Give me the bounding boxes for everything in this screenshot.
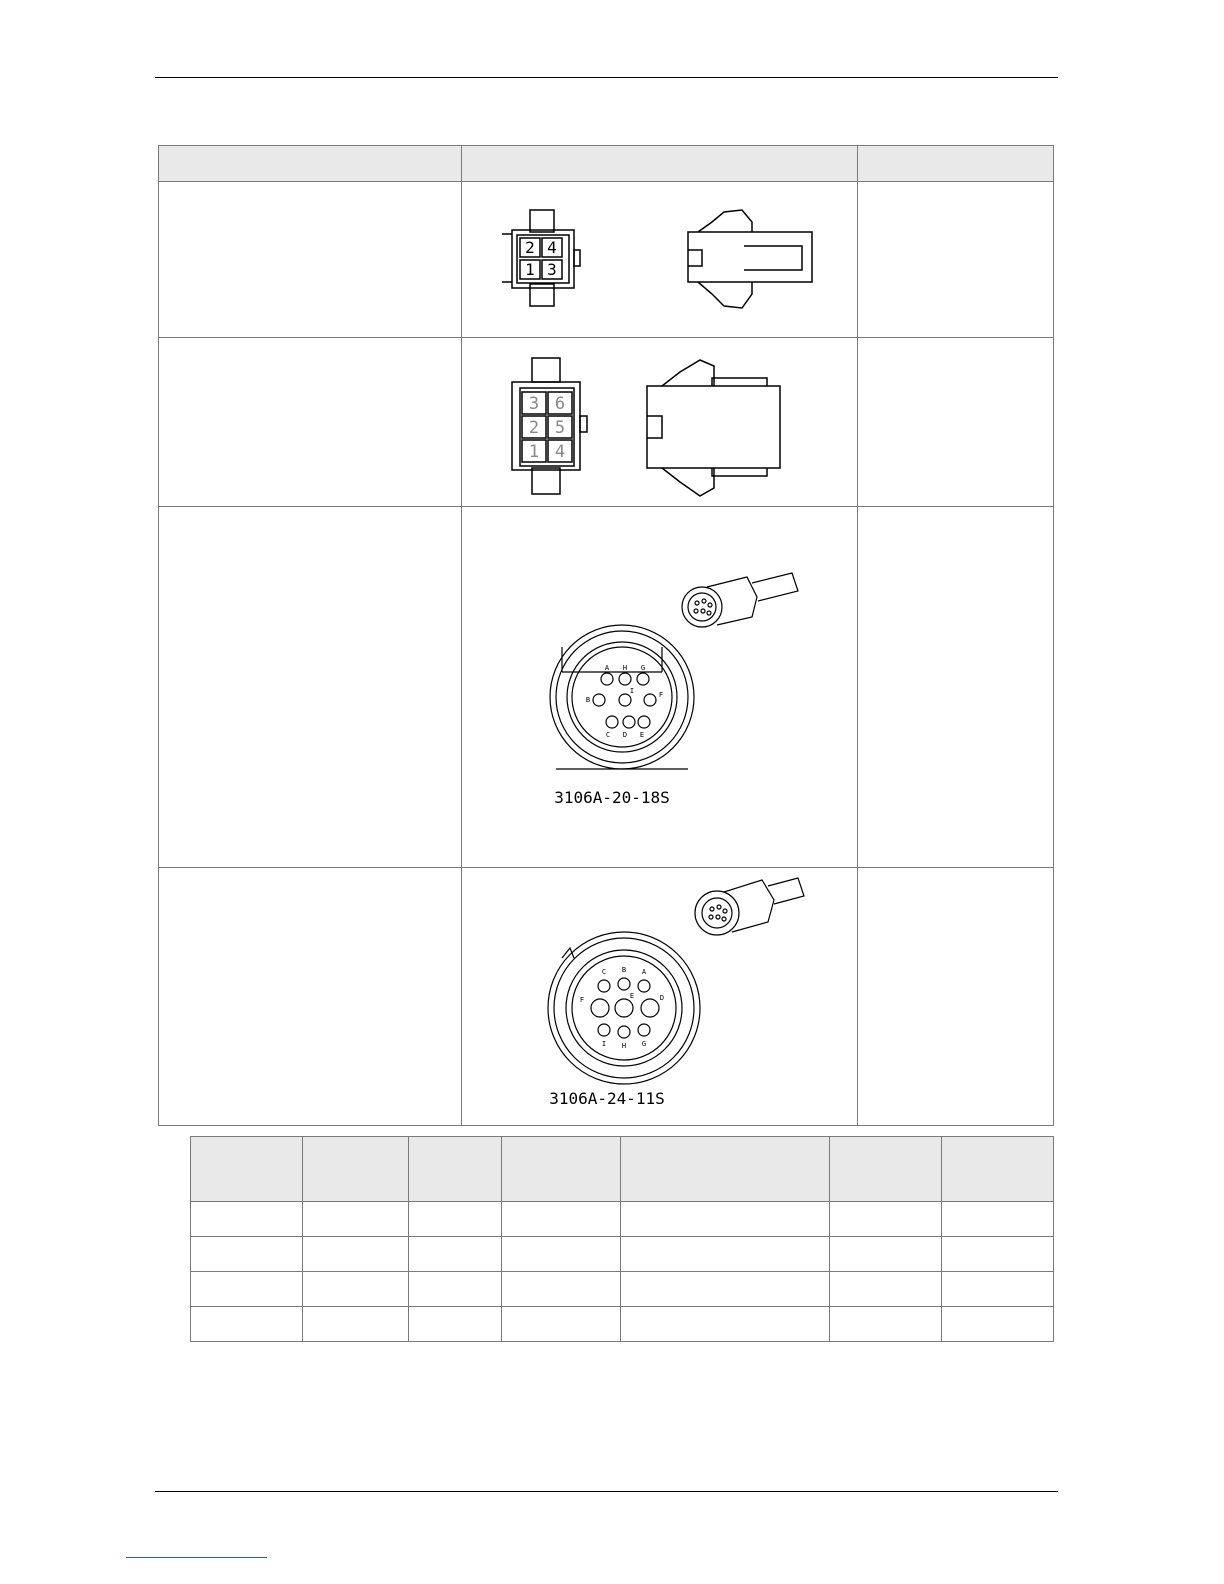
header-cell xyxy=(191,1137,303,1202)
pin-label: D xyxy=(622,731,628,739)
header-cell xyxy=(858,146,1054,182)
spec-cell xyxy=(858,182,1054,338)
pin-label: A xyxy=(641,968,647,976)
table-row xyxy=(191,1272,1054,1307)
pin-label: H xyxy=(622,664,628,672)
header-cell xyxy=(621,1137,830,1202)
pin-label: D xyxy=(659,994,665,1002)
four-pin-connector-drawing xyxy=(462,182,858,332)
connector-model-label: 3106A-24-11S xyxy=(549,1089,665,1108)
pin-label: I xyxy=(629,687,635,695)
spec-cell xyxy=(858,507,1054,868)
connector-model-label: 3106A-20-18S xyxy=(554,788,670,807)
header-cell xyxy=(462,146,858,182)
connector-drawing-cell xyxy=(462,182,858,338)
header-cell xyxy=(942,1137,1054,1202)
pin-label: 6 xyxy=(554,394,566,414)
connector-name-cell xyxy=(159,338,462,507)
footer-rule xyxy=(155,1491,1058,1492)
pin-label: 4 xyxy=(554,442,566,462)
pin-label: 1 xyxy=(528,442,540,462)
six-pin-connector-drawing xyxy=(462,338,858,501)
pin-label: A xyxy=(604,664,610,672)
pin-label: F xyxy=(579,996,585,1004)
connector-table-header xyxy=(159,146,1054,182)
spec-cell xyxy=(858,868,1054,1126)
table-row xyxy=(191,1202,1054,1237)
pin-label: B xyxy=(585,696,591,704)
header-cell xyxy=(830,1137,942,1202)
table-row xyxy=(159,507,1054,868)
circular-connector-24-11s-drawing xyxy=(462,868,858,1120)
table-row xyxy=(159,182,1054,338)
pin-label: 1 xyxy=(525,260,535,279)
header-rule xyxy=(155,77,1058,78)
pin-label: 4 xyxy=(547,238,557,257)
pin-label: G xyxy=(640,664,646,672)
pin-label: B xyxy=(621,966,627,974)
connector-table xyxy=(158,145,1054,1126)
table-row xyxy=(191,1237,1054,1272)
pin-label: 5 xyxy=(554,418,566,438)
connector-drawing-cell xyxy=(462,338,858,507)
pin-label: 3 xyxy=(547,260,557,279)
pin-table-header xyxy=(191,1137,1054,1202)
pin-label: C xyxy=(605,731,611,739)
table-row xyxy=(191,1307,1054,1342)
connector-drawing-cell xyxy=(462,507,858,868)
circular-connector-20-18s-drawing xyxy=(462,507,858,862)
plug-thumbnail-icon xyxy=(695,878,804,935)
spec-cell xyxy=(858,338,1054,507)
pin-label: G xyxy=(641,1040,647,1048)
table-row xyxy=(159,868,1054,1126)
header-cell xyxy=(159,146,462,182)
connector-name-cell xyxy=(159,507,462,868)
header-cell xyxy=(502,1137,621,1202)
pin-assignment-table xyxy=(190,1136,1054,1342)
header-cell xyxy=(303,1137,409,1202)
pin-label: E xyxy=(639,731,645,739)
pin-label: F xyxy=(658,691,664,699)
footer-link-underline[interactable] xyxy=(126,1557,267,1558)
pin-label: 2 xyxy=(528,418,540,438)
header-cell xyxy=(409,1137,502,1202)
pin-label: 2 xyxy=(525,238,535,257)
pin-label: C xyxy=(601,968,607,976)
pin-label: H xyxy=(621,1042,627,1050)
pin-label: 3 xyxy=(528,394,540,414)
connector-drawing-cell xyxy=(462,868,858,1126)
table-row xyxy=(159,338,1054,507)
plug-thumbnail-icon xyxy=(682,573,798,627)
connector-name-cell xyxy=(159,182,462,338)
connector-name-cell xyxy=(159,868,462,1126)
pin-label: I xyxy=(601,1040,607,1048)
pin-label: E xyxy=(629,992,635,1000)
